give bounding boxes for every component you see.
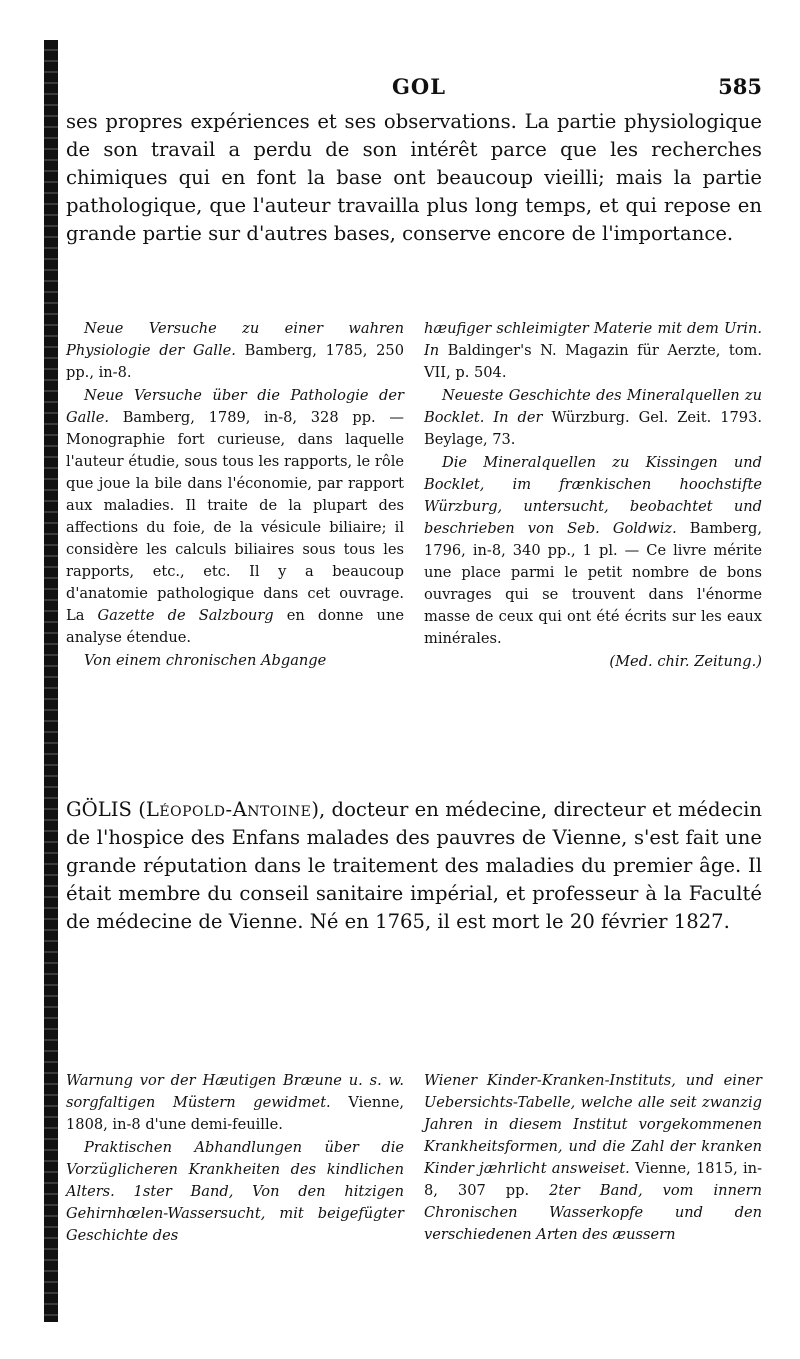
work-details: Vienne, 1808, in-8 d'une demi-feuille.: [66, 1094, 404, 1133]
work-title: Neue Versuche zu einer wahren Physiologie der Galle.: [66, 320, 404, 359]
work-title: Praktischen Abhandlungen über die Vorzüglicheren Krankheiten des kindlichen Alters. 1ster Band, Von den hitzigen Gehirnhœlen-Wassersucht, mit beigefügter Geschichte des: [66, 1139, 404, 1244]
entry-given-names: Léopold-Antoine: [145, 798, 312, 821]
page-number: 585: [718, 74, 762, 99]
bibliography-item: [424, 318, 762, 384]
running-title: GOL: [392, 74, 446, 99]
entry-name: GÖLIS: [66, 798, 132, 821]
bibliography-item: [66, 650, 404, 672]
binding-edge: [44, 40, 58, 1322]
bibliography-right-column: [424, 318, 762, 674]
entry-text: GÖLIS (Léopold-Antoine), docteur en médecine, directeur et médecin de l'hospice des Enfans malades des pauvres de Vienne, s'est fait une grande réputation dans le traitement des maladies du premier âge. Il était membre du conseil sanitaire impérial, et professeur à la Faculté de médecine de Vienne. Né en 1765, il est mort le 20 février 1827.: [66, 798, 763, 933]
intro-paragraph: [66, 108, 762, 248]
work-title: Wiener Kinder-Kranken-Instituts, und einer Uebersichts-Tabelle, welche alle seit zwanzig Jahren in diesem Institut vorgekommenen Krankheitsformen, und die Zahl der kranken Kinder jæhrlicht answeiset.: [424, 1072, 762, 1177]
bibliography-left-column: [66, 318, 404, 674]
work-title: Die Mineralquellen zu Kissingen und Bocklet, im frænkischen hoochstifte Würzburg, untersucht, beobachtet und beschrieben von Seb. Goldwiz.: [424, 454, 762, 537]
bibliography-item: [66, 385, 404, 649]
work-details: Bamberg, 1789, in-8, 328 pp. — Monographie fort curieuse, dans laquelle l'auteur étudie, sous tous les rapports, le rôle que joue la bile dans l'économie, par rapport aux maladies. Il traite de la plupart des affections du foie, de la vésicule biliaire; il considère les calculs biliaires sous tous les rapports, etc., etc. Il y a beaucoup d'anatomie pathologique dans cet ouvrage. La: [66, 409, 404, 624]
source-text: (Med. chir. Zeitung.): [609, 653, 762, 670]
entry-body: , docteur en médecine, directeur et médecin de l'hospice des Enfans malades des pauvres de Vienne, s'est fait une grande réputation dans le traitement des maladies du premier âge. Il était membre du conseil sanitaire impérial, et professeur à la Faculté de médecine de Vienne. Né en 1765, il est mort le 20 février 1827.: [66, 798, 763, 933]
entry-golis: [66, 796, 762, 936]
work-title: Neueste Geschichte des Mineralquellen zu Bocklet. In der: [424, 387, 762, 426]
work-title: Warnung vor der Hæutigen Bræune u. s. w. sorgfaltigen Müstern gewidmet.: [66, 1072, 404, 1111]
bibliography-item: [424, 1070, 762, 1246]
work-details: Bamberg, 1796, in-8, 340 pp., 1 pl. — Ce livre mérite une place parmi le petit nombre de bons ouvrages qui se trouvent dans l'énorme masse de ceux qui ont été écrits sur les eaux minérales.: [424, 520, 762, 647]
bibliography-right-column: [424, 1070, 762, 1248]
work-title: Von einem chronischen Abgange: [84, 652, 327, 669]
bibliography-item: [424, 452, 762, 650]
intro-text: ses propres expériences et ses observations. La partie physiologique de son travail a perdu de son intérêt parce que les recherches chimiques qui en font la base ont beaucoup vieilli; mais la partie pathologique, que l'auteur travailla plus long temps, et qui repose en grande partie sur d'autres bases, conserve encore de l'importance.: [66, 110, 762, 245]
bibliography-item: [66, 1070, 404, 1136]
bibliography-goldwitz: [66, 318, 762, 674]
bibliography-left-column: [66, 1070, 404, 1248]
work-details: Baldinger's N. Magazin für Aerzte, tom. VII, p. 504.: [424, 342, 762, 381]
work-details: Würzburg. Gel. Zeit. 1793. Beylage, 73.: [424, 409, 762, 448]
work-details: Bamberg, 1785, 250 pp., in-8.: [66, 342, 404, 381]
journal-title: Gazette de Salzbourg: [97, 607, 274, 624]
bibliography-golis: [66, 1070, 762, 1248]
bibliography-item: [424, 385, 762, 451]
work-title: hæufiger schleimigter Materie mit dem Urin. In: [424, 320, 762, 359]
bibliography-item: [66, 1137, 404, 1247]
source-citation: [424, 651, 762, 673]
work-title: 2ter Band, vom innern Chronischen Wasserkopfe und den verschiedenen Arten des æussern: [424, 1182, 762, 1243]
bibliography-item: [66, 318, 404, 384]
work-details: Vienne, 1815, in-8, 307 pp.: [424, 1160, 763, 1199]
page-header: [66, 74, 762, 106]
work-details: en donne une analyse étendue.: [66, 607, 404, 646]
work-title: Neue Versuche über die Pathologie der Galle.: [66, 387, 404, 426]
